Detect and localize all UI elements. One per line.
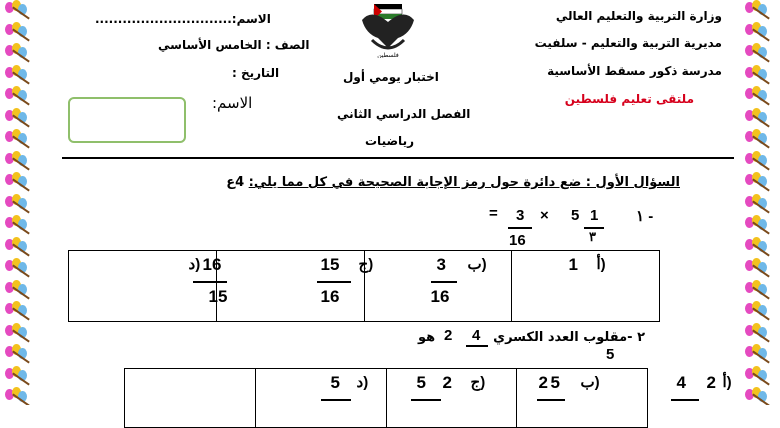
- balloon-icon: [3, 108, 37, 130]
- right-balloon-border: [740, 0, 780, 405]
- balloon-icon: [3, 86, 37, 108]
- balloon-icon: [743, 194, 777, 216]
- item2-suffix: هو: [418, 330, 436, 345]
- balloon-icon: [743, 215, 777, 237]
- question1-title: السؤال الأول : ضع دائرة حول رمز الإجابة الصحيحة في كل مما يلي: 4ع: [226, 175, 680, 190]
- forum-label: ملتقى تعليم فلسطين: [564, 92, 694, 106]
- balloon-icon: [743, 301, 777, 323]
- item1-number: ١ -: [636, 208, 654, 225]
- name-input-box[interactable]: [68, 97, 186, 143]
- item2-options-table: [124, 368, 732, 428]
- balloon-icon: [743, 280, 777, 302]
- balloon-icon: [743, 43, 777, 65]
- exam-type-label: اختبار يومي أول: [343, 70, 439, 84]
- item1-rhs-num: 3: [516, 207, 525, 224]
- directorate-label: مديرية التربية والتعليم - سلفيت: [534, 36, 722, 50]
- balloon-icon: [3, 172, 37, 194]
- balloon-icon: [743, 129, 777, 151]
- header-separator: [62, 157, 734, 159]
- balloon-icon: [3, 215, 37, 237]
- balloon-icon: [3, 323, 37, 345]
- balloon-icon: [3, 258, 37, 280]
- name-box-label: الاسم:: [212, 94, 253, 112]
- item1-options-table: [68, 250, 660, 322]
- balloon-icon: [3, 366, 37, 388]
- balloon-icon: [743, 0, 777, 22]
- palestine-emblem-icon: [352, 0, 424, 58]
- balloon-icon: [3, 280, 37, 302]
- question1-marks: 4ع: [226, 175, 245, 190]
- balloon-icon: [3, 237, 37, 259]
- item2-option-c[interactable]: ج) 2 5: [255, 369, 386, 428]
- item2-bar: [466, 345, 488, 347]
- item2-num: 4: [472, 327, 481, 344]
- balloon-icon: [743, 366, 777, 388]
- item1-expr-den: ٣: [589, 229, 596, 244]
- subject-label: رياضيات: [365, 134, 414, 148]
- class-label: الصف : الخامس الأساسي: [158, 38, 310, 52]
- item2-text: ٢ -مقلوب العدد الكسري: [493, 330, 645, 345]
- balloon-icon: [743, 387, 777, 405]
- balloon-icon: [743, 172, 777, 194]
- item1-rhs-bar: [508, 227, 532, 229]
- student-name-line: [95, 12, 271, 26]
- balloon-icon: [743, 108, 777, 130]
- date-label: التاريخ :: [232, 66, 280, 80]
- balloon-icon: [743, 86, 777, 108]
- balloon-icon: [3, 194, 37, 216]
- balloon-icon: [3, 129, 37, 151]
- balloon-icon: [3, 344, 37, 366]
- semester-label: الفصل الدراسي الثاني: [337, 107, 471, 121]
- item2-whole: 2: [444, 327, 453, 344]
- item1-rhs-den: 16: [509, 232, 526, 249]
- balloon-icon: [743, 323, 777, 345]
- balloon-icon: [3, 387, 37, 405]
- balloon-icon: [743, 237, 777, 259]
- balloon-icon: [3, 65, 37, 87]
- item1-option-c[interactable]: ج) 15 16: [216, 251, 364, 322]
- item1-expr-whole: 5: [571, 207, 580, 224]
- balloon-icon: [743, 65, 777, 87]
- item1-equals: =: [489, 205, 498, 222]
- balloon-icon: [3, 301, 37, 323]
- name-dots: ..............................: [95, 12, 232, 26]
- item1-option-a[interactable]: أ) 1: [512, 251, 660, 322]
- balloon-icon: [3, 151, 37, 173]
- item2-option-a[interactable]: أ) 2 4: [517, 369, 648, 428]
- item1-option-d[interactable]: د) 16 15: [69, 251, 217, 322]
- ministry-label: وزارة التربية والتعليم العالي: [555, 9, 722, 23]
- balloon-icon: [3, 0, 37, 22]
- emblem-caption: فلسطين: [377, 52, 399, 58]
- item1-times: ×: [540, 207, 549, 224]
- item1-expr-num: 1: [590, 207, 599, 224]
- item2-den: 5: [606, 346, 615, 363]
- item2-option-d[interactable]: د) 5: [125, 369, 256, 428]
- balloon-icon: [3, 43, 37, 65]
- left-balloon-border: [0, 0, 40, 405]
- item2-option-b[interactable]: ب) 5 2: [386, 369, 517, 428]
- school-label: مدرسة ذكور مسقط الأساسية: [547, 64, 722, 78]
- balloon-icon: [743, 151, 777, 173]
- item1-option-b[interactable]: ب) 3 16: [364, 251, 512, 322]
- name-label: الاسم:: [231, 12, 271, 26]
- balloon-icon: [743, 258, 777, 280]
- balloon-icon: [743, 344, 777, 366]
- balloon-icon: [743, 22, 777, 44]
- balloon-icon: [3, 22, 37, 44]
